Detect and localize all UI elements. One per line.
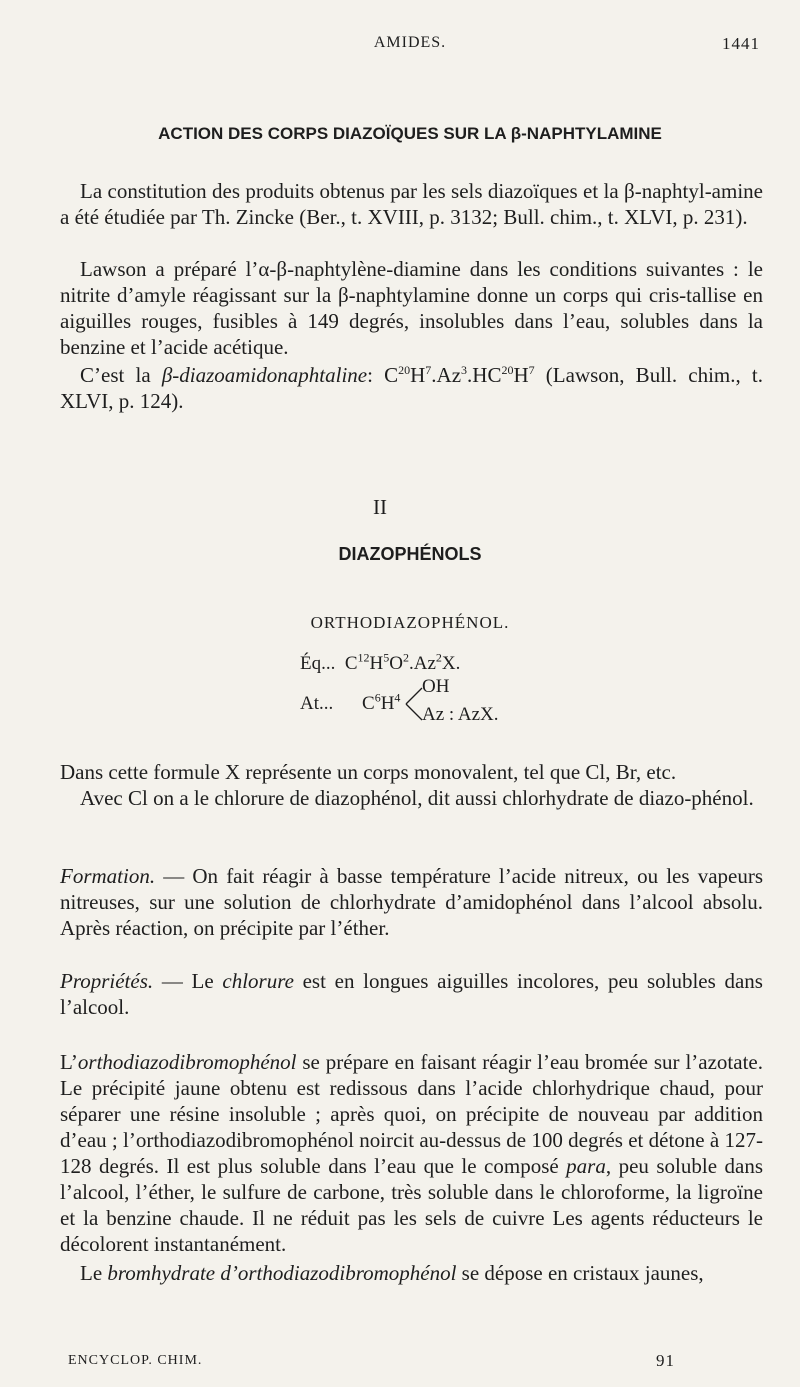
publication-name: ENCYCLOP. CHIM.: [68, 1353, 203, 1368]
paragraph-bromhydrate: Le bromhydrate d’orthodiazodibromophénol se dépose en cristaux jaunes,: [80, 1261, 704, 1285]
formation-label: Formation.: [60, 864, 156, 888]
page-footer: [68, 1353, 740, 1369]
page-number: 1441: [722, 34, 760, 53]
chapter-title: DIAZOPHÉNOLS: [338, 544, 482, 564]
section-title: ACTION DES CORPS DIAZOÏQUES SUR LA β-NAPHTYLAMINE: [158, 124, 662, 143]
chapter-number: II: [373, 495, 387, 519]
signature-number: 91: [656, 1351, 675, 1370]
proprietes-label: Propriétés.: [60, 969, 154, 993]
paragraph-diazoamidonaphtaline: C’est la β-diazoamidonaphtaline: $C^{20}H^7.Az^3.HC^{20}H^7$ (Lawson, Bull. chim., t. XLVI, p. 124).: [60, 363, 764, 413]
subsection-title: ORTHODIAZOPHÉNOL.: [310, 613, 510, 632]
bond-lines-icon: [404, 684, 424, 724]
equivalent-formula: Éq... $C^{12}H^5O^2.Az^2X$.: [300, 650, 461, 674]
paragraph-lawson: Lawson a préparé l’α-β-naphtylène-diamine dans les conditions suivantes : le nitrite d’amyle réagissant sur la β-naphtylamine donne un corps qui cris-tallise en aiguilles rouges, fusibles à 149 degrés, insolubles dans l’eau, solubles dans la benzine et l’acide acétique.: [60, 257, 763, 359]
paragraph-zincke: La constitution des produits obtenus par les sels diazoïques et la β-naphtyl-amine a été étudiée par Th. Zincke (Ber., t. XVIII, p. 3132; Bull. chim., t. XLVI, p. 231).: [60, 179, 763, 229]
atomic-formula: At... $C^6H^4$ OH Az : AzX.: [300, 676, 499, 725]
paragraph-dibromophenol: L’orthodiazodibromophénol se prépare en faisant réagir l’eau bromée sur l’azotate. Le précipité jaune obtenu est redissous dans l’acide chlorhydrique chaud, pour séparer une résine insoluble ; après quoi, on précipite de nouveau par addition d’eau ; l’orthodiazodibromophénol noircit au-dessus de 100 degrés et détone à 127-128 degrés. Il est plus soluble dans l’eau que le composé para, peu soluble dans l’alcool, l’éther, le sulfure de carbone, très soluble dans le chloroforme, la ligroïne et la benzine chaude. Il ne réduit pas les sels de cuivre Les agents réducteurs le décolorent instantanément.: [60, 1050, 764, 1256]
paragraph-proprietes: Propriétés. — Le chlorure est en longues aiguilles incolores, peu solubles dans l’alcool.: [60, 969, 763, 1019]
running-header: [60, 34, 760, 58]
running-title: AMIDES.: [373, 34, 447, 51]
paragraph-chlorure: Avec Cl on a le chlorure de diazophénol, dit aussi chlorhydrate de diazo-phénol.: [80, 786, 754, 810]
paragraph-formation: Formation. — On fait réagir à basse température l’acide nitreux, ou les vapeurs nitreuses, sur une solution de chlorhydrate d’amidophénol dans l’alcool absolu. Après réaction, on précipite par l’éther.: [60, 864, 763, 940]
paragraph-formula-note: Dans cette formule X représente un corps monovalent, tel que Cl, Br, etc.: [60, 760, 677, 784]
formula-inline: : $C^{20}H^7.Az^3.HC^{20}H^7$: [367, 363, 535, 387]
compound-name: β-diazoamidonaphtaline: [161, 363, 368, 387]
